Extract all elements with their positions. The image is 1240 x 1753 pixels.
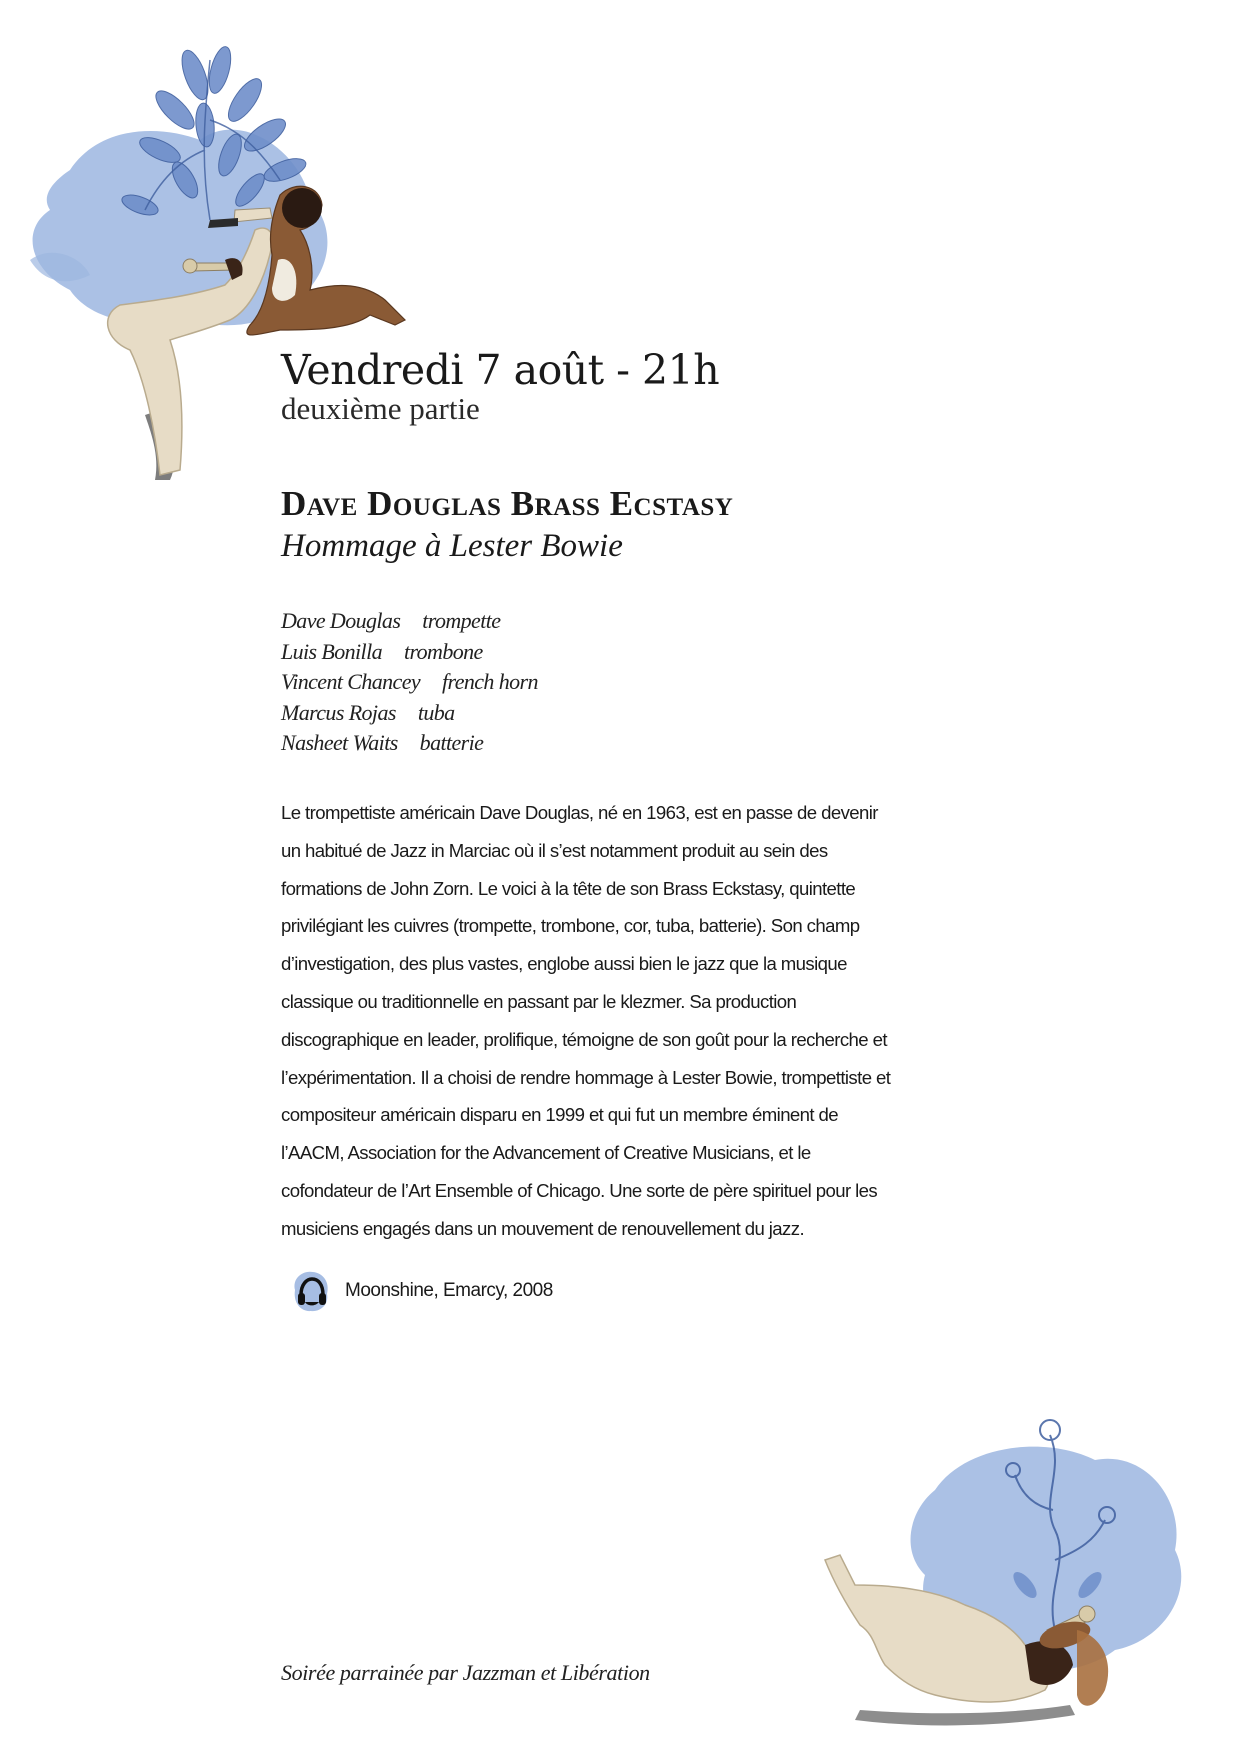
musician-name: Luis Bonilla bbox=[281, 638, 382, 664]
lineup-list bbox=[281, 606, 538, 759]
musician-instrument: trombone bbox=[404, 638, 483, 664]
discography-label: Moonshine, Emarcy, 2008 bbox=[345, 1280, 553, 1301]
concert-description: Le trompettiste américain Dave Douglas, né en 1963, est en passe de devenir un habitué de Jazz in Marciac où il s’est notamment produit au sein des formations de John Zorn. Le voici à la tête de son Brass Eckstasy, quintette privilégiant les cuivres (trompette, trombone, cor, tuba, batterie). Son champ d’investigation, des plus vastes, englobe aussi bien le jazz que la musique classique ou traditionnelle en passant par le klezmer. Sa production discographique en leader, prolifique, témoigne de son goût pour la recherche et l’expérimentation. Il a choisi de rendre hommage à Lester Bowie, trompettiste et compositeur américain disparu en 1999 et qui fut un membre éminent de l’AACM, Association for the Advancement of Creative Musicians, et le cofondateur de l’Art Ensemble of Chicago. Une sorte de père spirituel pour les musiciens engagés dans un mouvement de renouvellement du jazz. bbox=[281, 802, 891, 1239]
concert-name: Dave Douglas Brass Ecstasy bbox=[281, 484, 734, 523]
musician-instrument: french horn bbox=[442, 669, 538, 694]
page-title: Vendredi 7 août - 21h bbox=[281, 346, 720, 394]
sponsor-note: Soirée parrainée par Jazzman et Libération bbox=[281, 1660, 650, 1685]
musician-instrument: tuba bbox=[417, 699, 455, 725]
musician-name: Vincent Chancey bbox=[281, 669, 421, 694]
lineup-item bbox=[281, 667, 538, 698]
lineup-item bbox=[281, 698, 538, 729]
concert-tribute: Hommage à Lester Bowie bbox=[281, 528, 623, 564]
musician-name: Nasheet Waits bbox=[281, 730, 398, 755]
musician-name: Marcus Rojas bbox=[281, 699, 396, 725]
musician-instrument: trompette bbox=[422, 608, 501, 633]
lineup-item bbox=[281, 606, 538, 637]
musician-name: Dave Douglas bbox=[281, 608, 401, 633]
headphones-icon bbox=[289, 1268, 331, 1314]
musician-instrument: batterie bbox=[419, 730, 484, 755]
lineup-item bbox=[281, 728, 538, 759]
lineup-item bbox=[281, 637, 538, 668]
page-subtitle: deuxième partie bbox=[281, 391, 480, 426]
discography bbox=[289, 1268, 553, 1314]
reclining-trumpeter-illustration bbox=[815, 1390, 1240, 1740]
